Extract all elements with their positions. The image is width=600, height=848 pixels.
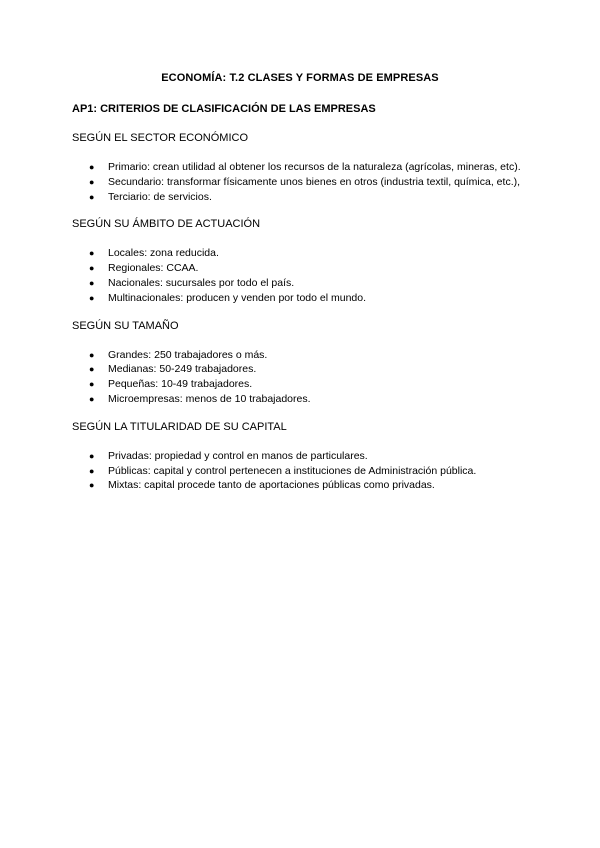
- bullet-icon: ●: [89, 191, 95, 202]
- list-item-text: Microempresas: menos de 10 trabajadores.: [108, 392, 311, 405]
- subheading-tamano: SEGÚN SU TAMAÑO: [72, 319, 179, 332]
- list-item-text: Grandes: 250 trabajadores o más.: [108, 348, 268, 361]
- bullet-icon: ●: [89, 162, 95, 172]
- list-item-text: Regionales: CCAA.: [108, 262, 199, 275]
- list-item: [72, 464, 532, 479]
- list-item-text: Pequeñas: 10-49 trabajadores.: [108, 378, 253, 391]
- list-tamano: [72, 348, 532, 407]
- list-item-text: Mixtas: capital procede tanto de aportaciones públicas como privadas.: [108, 479, 435, 492]
- list-item: [72, 160, 532, 175]
- subheading-sector-economico: SEGÚN EL SECTOR ECONÓMICO: [72, 132, 249, 144]
- list-item: [72, 291, 532, 306]
- bullet-icon: ●: [89, 379, 95, 390]
- bullet-icon: ●: [89, 176, 95, 187]
- list-item-text: Medianas: 50-249 trabajadores.: [108, 363, 257, 376]
- bullet-icon: ●: [89, 364, 95, 375]
- list-item: [72, 449, 532, 464]
- list-item: [72, 261, 532, 276]
- list-item: [72, 175, 532, 190]
- list-ambito-actuacion: [72, 246, 532, 305]
- list-item: [72, 190, 532, 205]
- list-item-text: Secundario: transformar físicamente unos bienes en otros (industria textil, química, etc.),: [108, 175, 521, 188]
- list-item: [72, 392, 532, 407]
- bullet-icon: ●: [89, 465, 95, 476]
- bullet-icon: ●: [89, 248, 95, 259]
- list-item: [72, 276, 532, 291]
- list-item: [72, 362, 532, 377]
- list-item: [72, 478, 532, 493]
- bullet-icon: ●: [89, 450, 95, 461]
- list-item-text: Multinacionales: producen y venden por todo el mundo.: [108, 291, 366, 304]
- list-item-text: Privadas: propiedad y control en manos de particulares.: [108, 449, 368, 462]
- bullet-icon: ●: [89, 349, 95, 360]
- subheading-titularidad-capital: SEGÚN LA TITULARIDAD DE SU CAPITAL: [72, 420, 287, 433]
- list-item-text: Locales: zona reducida.: [108, 247, 219, 260]
- section-heading: AP1: CRITERIOS DE CLASIFICACIÓN DE LAS EMPRESAS: [72, 103, 376, 115]
- list-item-text: Primario: crean utilidad al obtener los recursos de la naturaleza (agrícolas, mineras, etc).: [108, 161, 521, 173]
- list-sector-economico: [72, 160, 532, 204]
- list-item: [72, 377, 532, 392]
- list-item: [72, 348, 532, 363]
- list-item: [72, 246, 532, 261]
- subheading-ambito-actuacion: SEGÚN SU ÁMBITO DE ACTUACIÓN: [72, 218, 261, 231]
- bullet-icon: ●: [89, 292, 95, 303]
- document-body: [72, 101, 532, 506]
- bullet-icon: ●: [89, 263, 95, 274]
- list-item-text: Terciario: de servicios.: [108, 190, 212, 203]
- list-titularidad-capital: [72, 449, 532, 493]
- bullet-icon: ●: [89, 277, 95, 288]
- document-title: ECONOMÍA: T.2 CLASES Y FORMAS DE EMPRESAS: [161, 72, 439, 84]
- bullet-icon: ●: [89, 480, 95, 491]
- list-item-text: Nacionales: sucursales por todo el país.: [108, 276, 295, 289]
- bullet-icon: ●: [89, 393, 95, 404]
- list-item-text: Públicas: capital y control pertenecen a instituciones de Administración pública.: [108, 464, 477, 477]
